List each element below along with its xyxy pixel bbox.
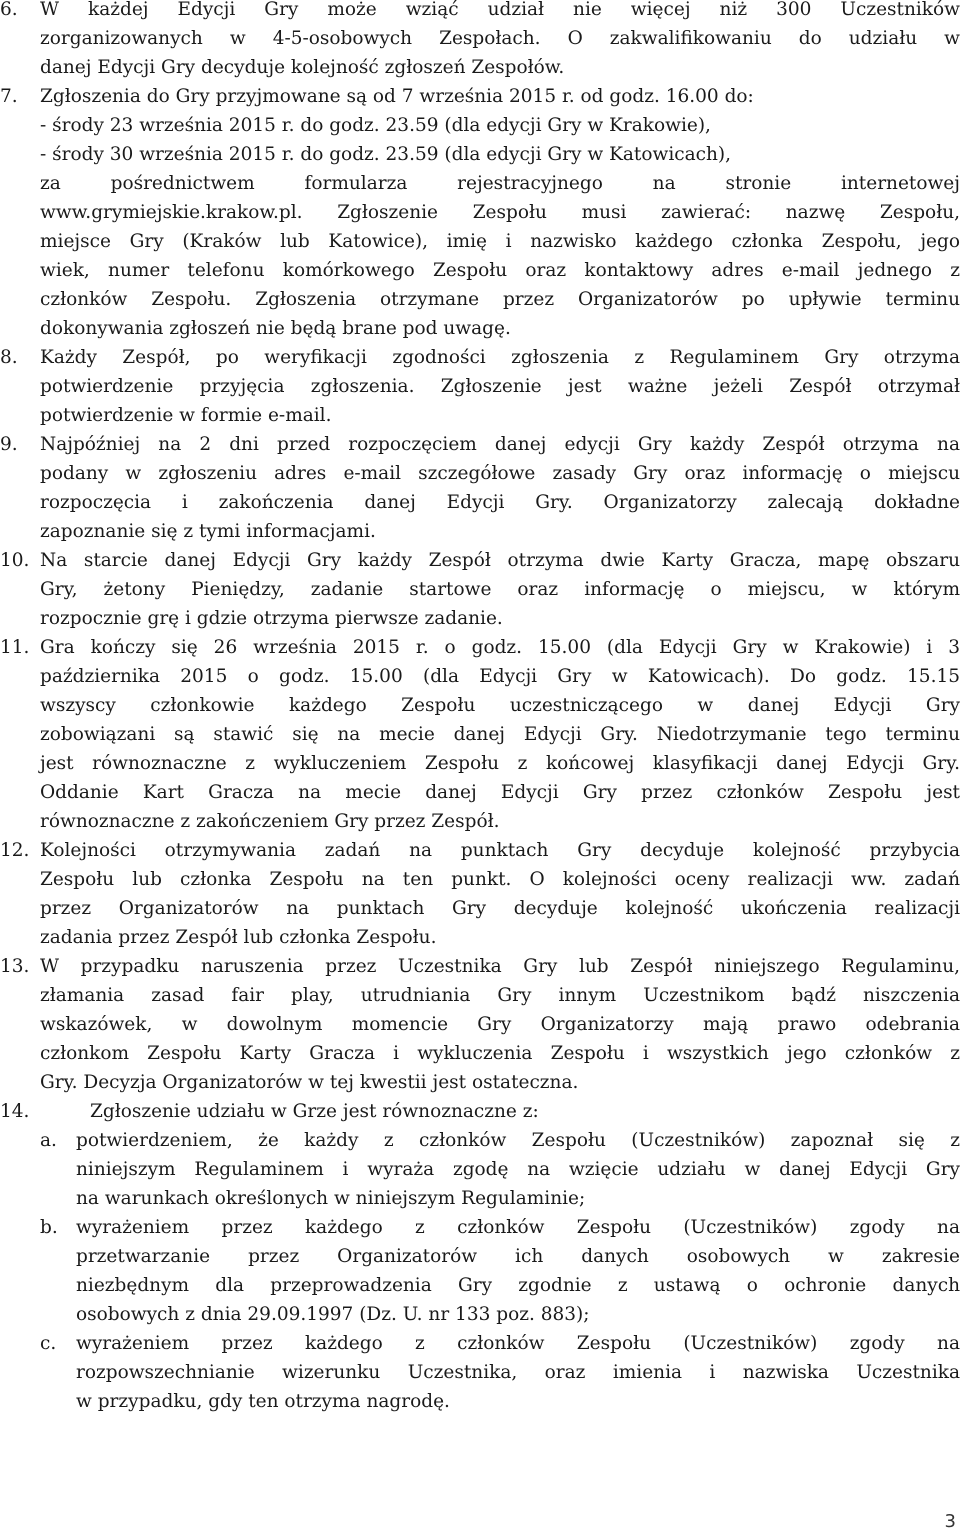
text-line: potwierdzenie przyjęcia zgłoszenia. Zgłoszenie jest ważne jeżeli Zespół otrzymał — [40, 376, 960, 397]
text-line: przetwarzanie przez Organizatorów ich danych osobowych w zakresie — [76, 1246, 960, 1267]
text-line: Zespołu lub członka Zespołu na ten punkt. O kolejności oceny realizacji ww. zadań — [40, 869, 960, 890]
text-line: miejsce Gry (Kraków lub Katowice), imię i nazwisko każdego członka Zespołu, jego — [40, 231, 960, 252]
item-number: 8. — [0, 347, 18, 368]
text-line: wyrażeniem przez każdego z członków Zespołu (Uczestników) zgody na — [76, 1217, 960, 1238]
text-line: października 2015 o godz. 15.00 (dla Edycji Gry w Katowicach). Do godz. 15.15 — [40, 666, 960, 687]
text-line: zapoznanie się z tymi informacjami. — [40, 521, 376, 542]
text-line: rozpowszechnianie wizerunku Uczestnika, oraz imienia i nazwiska Uczestnika — [76, 1362, 960, 1383]
list-item-9 — [0, 430, 960, 546]
text-line: wiek, numer telefonu komórkowego Zespołu oraz kontaktowy adres e-mail jednego z — [40, 260, 960, 281]
list-item-6 — [0, 0, 960, 82]
list-item-14 — [0, 1097, 960, 1126]
list-item-12 — [0, 836, 960, 952]
text-line: niezbędnym dla przeprowadzenia Gry zgodnie z ustawą o ochronie danych — [76, 1275, 960, 1296]
text-line: Oddanie Kart Gracza na mecie danej Edycji Gry przez członków Zespołu jest — [40, 782, 960, 803]
text-line: Każdy Zespół, po weryfikacji zgodności zgłoszenia z Regulaminem Gry otrzyma — [40, 347, 960, 368]
text-line: wyrażeniem przez każdego z członków Zespołu (Uczestników) zgody na — [76, 1333, 960, 1354]
text-line: za pośrednictwem formularza rejestracyjnego na stronie internetowej — [40, 173, 960, 194]
sub-item-b — [0, 1213, 960, 1329]
text-line: członkom Zespołu Karty Gracza i wykluczenia Zespołu i wszystkich jego członków z — [40, 1043, 960, 1064]
text-line: Gry. Decyzja Organizatorów w tej kwestii jest ostateczna. — [40, 1072, 579, 1093]
sub-item-letter: b. — [40, 1217, 58, 1238]
text-line: zorganizowanych w 4-5-osobowych Zespołach. O zakwalifikowaniu do udziału w — [40, 28, 960, 49]
text-line: Gry, żetony Pieniędzy, zadanie startowe oraz informację o miejscu, w którym — [40, 579, 960, 600]
text-line: wszyscy członkowie każdego Zespołu uczestniczącego w danej Edycji Gry — [40, 695, 960, 716]
text-line: wskazówek, w dowolnym momencie Gry Organizatorzy mają prawo odebrania — [40, 1014, 960, 1035]
sub-item-letter: c. — [40, 1333, 57, 1354]
text-line: potwierdzenie w formie e-mail. — [40, 405, 332, 426]
text-line: rozpoczęcia i zakończenia danej Edycji Gry. Organizatorzy zalecają dokładne — [40, 492, 960, 513]
item-number: 13. — [0, 956, 30, 977]
item-number: 9. — [0, 434, 18, 455]
sub-item-letter: a. — [40, 1130, 57, 1151]
text-line: dokonywania zgłoszeń nie będą brane pod uwagę. — [40, 318, 511, 339]
text-line: zadania przez Zespół lub członka Zespołu. — [40, 927, 437, 948]
page-number: 3 — [944, 1511, 956, 1532]
list-item-10 — [0, 546, 960, 633]
text-line: zobowiązani są stawić się na mecie danej Edycji Gry. Niedotrzymanie tego terminu — [40, 724, 960, 745]
item-number: 6. — [0, 0, 18, 20]
text-line: złamania zasad fair play, utrudniania Gry innym Uczestnikom bądź niszczenia — [40, 985, 960, 1006]
text-line: Na starcie danej Edycji Gry każdy Zespół otrzyma dwie Karty Gracza, mapę obszaru — [40, 550, 960, 571]
text-line: rozpocznie grę i gdzie otrzyma pierwsze zadanie. — [40, 608, 503, 629]
text-line: W każdej Edycji Gry może wziąć udział nie więcej niż 300 Uczestników — [40, 0, 960, 20]
list-item-11 — [0, 633, 960, 836]
text-line: Gra kończy się 26 września 2015 r. o godz. 15.00 (dla Edycji Gry w Krakowie) i 3 — [40, 637, 960, 658]
list-item-8 — [0, 343, 960, 430]
text-line: danej Edycji Gry decyduje kolejność zgłoszeń Zespołów. — [40, 57, 565, 78]
text-line: w przypadku, gdy ten otrzyma nagrodę. — [76, 1391, 450, 1412]
text-line: - środy 23 września 2015 r. do godz. 23.59 (dla edycji Gry w Krakowie), — [40, 115, 711, 136]
text-line: członków Zespołu. Zgłoszenia otrzymane przez Organizatorów po upływie terminu — [40, 289, 960, 310]
text-line: równoznaczne z zakończeniem Gry przez Zespół. — [40, 811, 500, 832]
list-item-13 — [0, 952, 960, 1097]
text-line: jest równoznaczne z wykluczeniem Zespołu z końcowej klasyfikacji danej Edycji Gry. — [40, 753, 960, 774]
text-line: potwierdzeniem, że każdy z członków Zespołu (Uczestników) zapoznał się z — [76, 1130, 960, 1151]
item-number: 7. — [0, 86, 18, 107]
text-line: - środy 30 września 2015 r. do godz. 23.59 (dla edycji Gry w Katowicach), — [40, 144, 732, 165]
text-line: niniejszym Regulaminem i wyraża zgodę na wzięcie udziału w danej Edycji Gry — [76, 1159, 960, 1180]
text-line: W przypadku naruszenia przez Uczestnika Gry lub Zespół niniejszego Regulaminu, — [40, 956, 960, 977]
item-number: 10. — [0, 550, 30, 571]
text-line: podany w zgłoszeniu adres e-mail szczegółowe zasady Gry oraz informację o miejscu — [40, 463, 960, 484]
list-item-7 — [0, 82, 960, 343]
text-line: Zgłoszenie udziału w Grze jest równoznaczne z: — [90, 1101, 539, 1122]
sub-item-a — [0, 1126, 960, 1213]
text-line: Najpóźniej na 2 dni przed rozpoczęciem danej edycji Gry każdy Zespół otrzyma na — [40, 434, 960, 455]
text-line: www.grymiejskie.krakow.pl. Zgłoszenie Zespołu musi zawierać: nazwę Zespołu, — [40, 202, 960, 223]
item-number: 14. — [0, 1101, 30, 1122]
text-line: osobowych z dnia 29.09.1997 (Dz. U. nr 133 poz. 883); — [76, 1304, 590, 1325]
text-line: przez Organizatorów na punktach Gry decyduje kolejność ukończenia realizacji — [40, 898, 960, 919]
sub-item-c — [0, 1329, 960, 1416]
text-line: Kolejności otrzymywania zadań na punktach Gry decyduje kolejność przybycia — [40, 840, 960, 861]
item-number: 12. — [0, 840, 30, 861]
text-line: Zgłoszenia do Gry przyjmowane są od 7 września 2015 r. od godz. 16.00 do: — [40, 86, 754, 107]
text-line: na warunkach określonych w niniejszym Regulaminie; — [76, 1188, 586, 1209]
item-number: 11. — [0, 637, 30, 658]
